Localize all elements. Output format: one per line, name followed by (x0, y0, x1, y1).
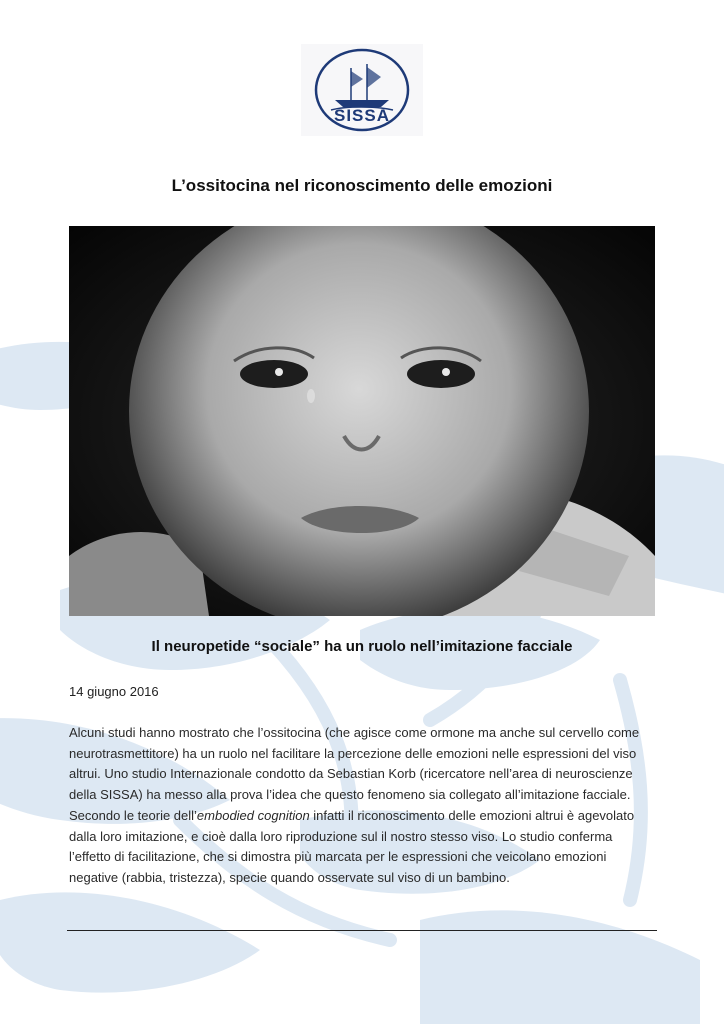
article-photo (69, 226, 655, 616)
page-title: L’ossitocina nel riconoscimento delle emozioni (171, 176, 553, 195)
article-subtitle: Il neuropetide “sociale” ha un ruolo nell’imitazione facciale (151, 638, 573, 655)
body-text-emphasis: embodied cognition (196, 807, 310, 823)
crying-baby-icon (69, 226, 655, 616)
article-body (69, 723, 655, 889)
body-text-part-2: infatti il riconoscimento delle emozioni altrui è agevolato dalla loro imitazione, e cioè dalla loro riproduzione sul il nostro stesso viso. Lo studio conferma l’effetto di facilitazione, che si dimostra più marcata per le espressioni che veicolano emozioni negative (rabbia, tristezza), specie quando osservate sul viso di un bambino. (69, 807, 635, 885)
sissa-logo (301, 44, 423, 136)
body-text-part-1: Alcuni studi hanno mostrato che l’ossitocina (che agisce come ormone ma anche sul cervello come neurotrasmettitore) ha un ruolo nel facilitare la percezione delle emozioni nelle espressioni del viso altrui. Uno studio Internazionale condotto da Sebastian Korb (ricercatore nell’area di neuroscienze della SISSA) ha messo alla prova l’idea che questo fenomeno sia collegato all’imitazione facciale. Secondo le teorie dell’ (69, 725, 640, 823)
footer-divider (67, 930, 657, 931)
sissa-logo-wordmark: SISSA (333, 106, 391, 125)
publication-date: 14 giugno 2016 (69, 684, 159, 699)
